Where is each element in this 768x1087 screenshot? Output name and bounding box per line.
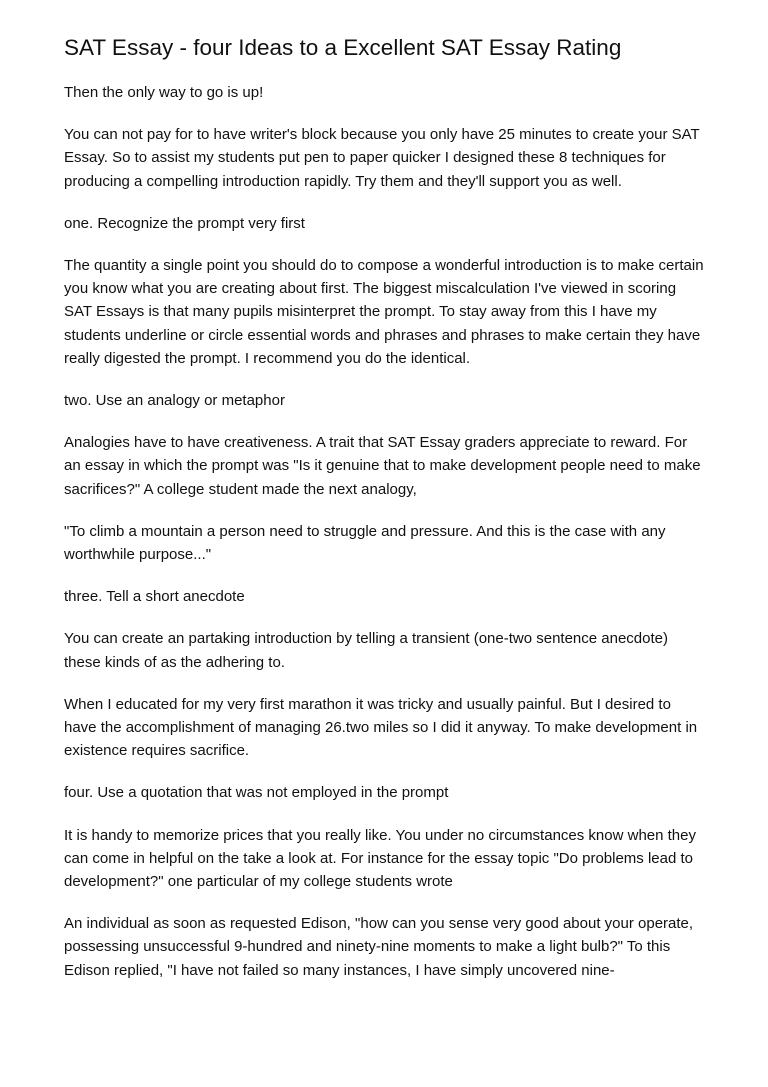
anecdote-paragraph: When I educated for my very first marathon it was tricky and usually painful. But I desired to have the accomplishment of managing 26.two miles so I did it anyway. To make development in existence requires sacrifice. — [64, 695, 698, 760]
section-heading: two. Use an analogy or metaphor — [64, 392, 285, 410]
paragraph-intro: Then the only way to go is up! — [64, 84, 264, 101]
document-body — [64, 81, 704, 982]
document-title: SAT Essay - four Ideas to a Excellent SAT Essay Rating — [64, 35, 622, 60]
paragraph: The quantity a single point you should do to compose a wonderful introduction is to make certain you know what you are creating about first. The biggest miscalculation I've viewed in scoring SAT Essays is that many pupils misinterpret the prompt. To stay away from this I have my students underline or circle essential words and phrases and phrases to make certain they have really digested the prompt. I recommend you do the identical. — [64, 257, 704, 367]
section-heading: four. Use a quotation that was not employed in the prompt — [64, 784, 449, 802]
quote-paragraph: "To climb a mountain a person need to struggle and pressure. And this is the case with any worthwhile purpose..." — [64, 522, 666, 564]
paragraph: You can create an partaking introduction by telling a transient (one-two sentence anecdote) these kinds of as the adhering to. — [64, 630, 668, 671]
paragraph: An individual as soon as requested Edison, "how can you sense very good about your operate, possessing unsuccessful 9-hundred and ninety-nine moments to make a light bulb?" To this Edison replied, "I have not failed so many instances, I have simply uncovered nine- — [64, 915, 694, 979]
paragraph: It is handy to memorize prices that you really like. You under no circumstances know when they can come in helpful on the take a look at. For instance for the essay topic "Do problems lead to development?" one particular of my college students wrote — [64, 826, 696, 891]
section-heading: three. Tell a short anecdote — [64, 588, 245, 606]
paragraph: Analogies have to have creativeness. A trait that SAT Essay graders appreciate to reward. For an essay in which the prompt was "Is it genuine that to make development people need to make sacrifices?" A college student made the next analogy, — [64, 434, 701, 498]
section-heading: one. Recognize the prompt very first — [64, 214, 305, 232]
paragraph: You can not pay for to have writer's block because you only have 25 minutes to create your SAT Essay. So to assist my students put pen to paper quicker I designed these 8 techniques for producing a compelling introduction rapidly. Try them and they'll support you as well. — [64, 126, 700, 190]
